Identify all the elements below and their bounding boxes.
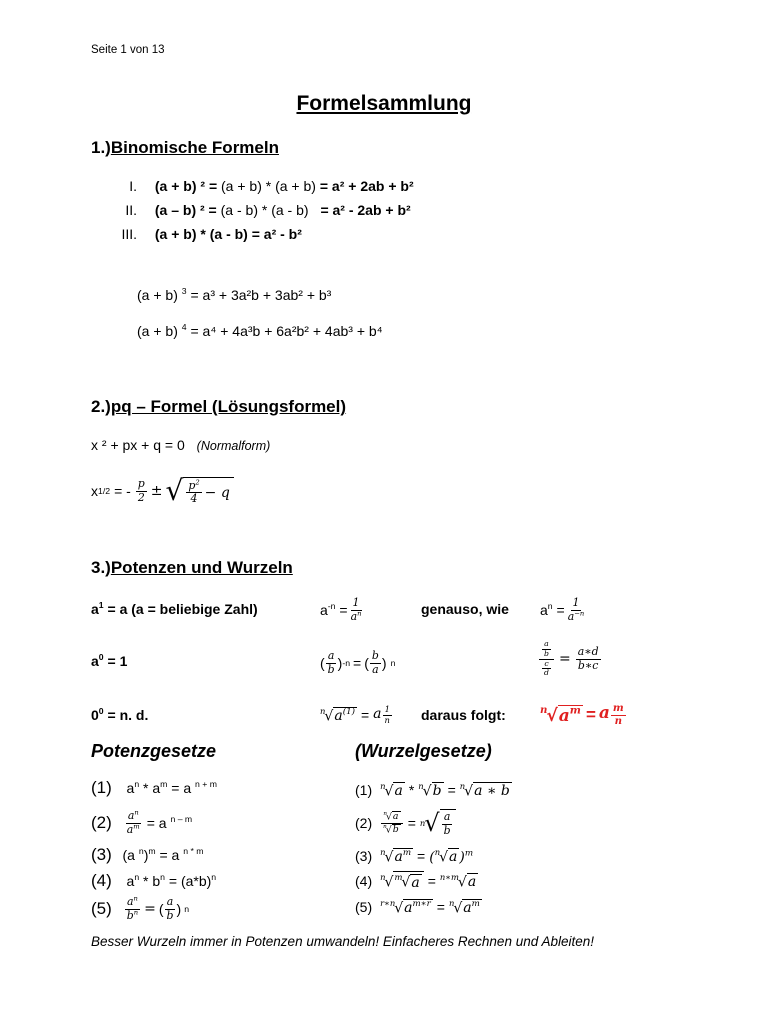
footer-note: Besser Wurzeln immer in Potenzen umwandeln! Einfacheres Rechnen und Ableiten! (91, 934, 595, 949)
pot-daraus-text: daraus folgt: (421, 707, 506, 723)
potenz-law-3: (3) (a $^n$)$^m$ = a $^{n * m}$ (91, 845, 204, 864)
potenz-law-2: (2) $\frac{a^n}{a^m}$ = a $^{n - m}$ (91, 808, 193, 836)
page-title: Formelsammlung (296, 92, 472, 115)
potenz-law-4: (4) $a^n * b^n = (a*b)^n$ (91, 871, 217, 890)
section-pq-heading: 2.)pq – Formel (Lösungsformel) (91, 397, 347, 416)
pq-normal-form: x ² + px + q = 0 (Normalform) (91, 437, 271, 453)
pot-double-fraction: $\frac{\frac{a}{b}}{\frac{c}{d}}$ = $\frac{a∗d}{b∗c}$ (538, 638, 602, 680)
pot-a-power-1: $a^1 = a$ (a = beliebige Zahl) (91, 599, 258, 617)
pq-solution-formula: x 1/2 = - $\frac{p}{2}$ ± √ $\frac{p^2}{4}$ − q (91, 470, 234, 512)
wurzel-law-4: (4) $^n$√$^m$√a = $^{n∗m}$√a (355, 871, 477, 891)
binom-cubic: (a + b) $^3$ = a³ + 3a²b + 3ab² + b³ (137, 285, 332, 303)
pot-negative-exponent: $a^{-n}$ = $\frac{1}{a^n}$ (320, 596, 362, 623)
page-label: Seite 1 von 13 (91, 44, 165, 56)
wurzelgesetze-heading: (Wurzelgesetze) (355, 741, 492, 761)
binom-row-2: II. (a – b) ² = (a - b) * (a - b) = a² - 2ab + b² (125, 202, 411, 218)
pot-fraction-negative-exponent: ( $\frac{a}{b}$ ) -n = ( $\frac{b}{a}$ ) n (320, 649, 396, 676)
pot-a-power-0: $a^0 = 1$ (91, 651, 128, 669)
binom-row-3: III. (a + b) * (a - b) = a² - b² (121, 226, 302, 242)
wurzel-law-5: (5) $^{r∗n}√a^{m∗r}$ = $^n√a^m$ (355, 897, 480, 917)
binom-quartic: (a + b) $^4$ = a⁴ + 4a³b + 6a²b² + 4ab³ + b⁴ (137, 321, 383, 339)
pot-root-power-rule-highlight: $^n√a^m$ = a $\frac{m}{n}$ (540, 702, 624, 727)
wurzel-law-2: (2) $\frac{^n√a}{^n√b}$ = n √ $\frac{a}{b}$ (355, 805, 456, 841)
pot-reciprocal: $a^n$ = $\frac{1}{a^{-n}}$ (540, 596, 585, 623)
wurzel-law-3: (3) $^n√a^m$ = ($^n$√a )$^m$ (355, 846, 474, 866)
pot-zero-power-zero: $0^0 = n$. d. (91, 705, 149, 723)
wurzel-law-1: (1) $^n$√a * $^n$√b = $^n$√a ∗ b (355, 780, 510, 800)
binom-row-1: I. (a + b) ² = (a + b) * (a + b) = a² + 2ab + b² (129, 178, 414, 194)
section-pot-heading: 3.)Potenzen und Wurzeln (91, 558, 293, 577)
pot-genauso-text: genauso, wie (421, 601, 509, 617)
potenz-law-1: (1) $a^n * a^m = a$ $^{n + m}$ (91, 778, 217, 797)
section-binom-heading: 1.)Binomische Formeln (91, 138, 279, 157)
potenz-law-5: (5) $\frac{a^n}{b^n}$ = ( $\frac{a}{b}$ ) n (91, 894, 190, 922)
pot-root-to-power: $^n√a^{(1)}$ = a $\frac{1}{n}$ (320, 704, 390, 725)
potenzgesetze-heading: Potenzgesetze (91, 741, 217, 761)
